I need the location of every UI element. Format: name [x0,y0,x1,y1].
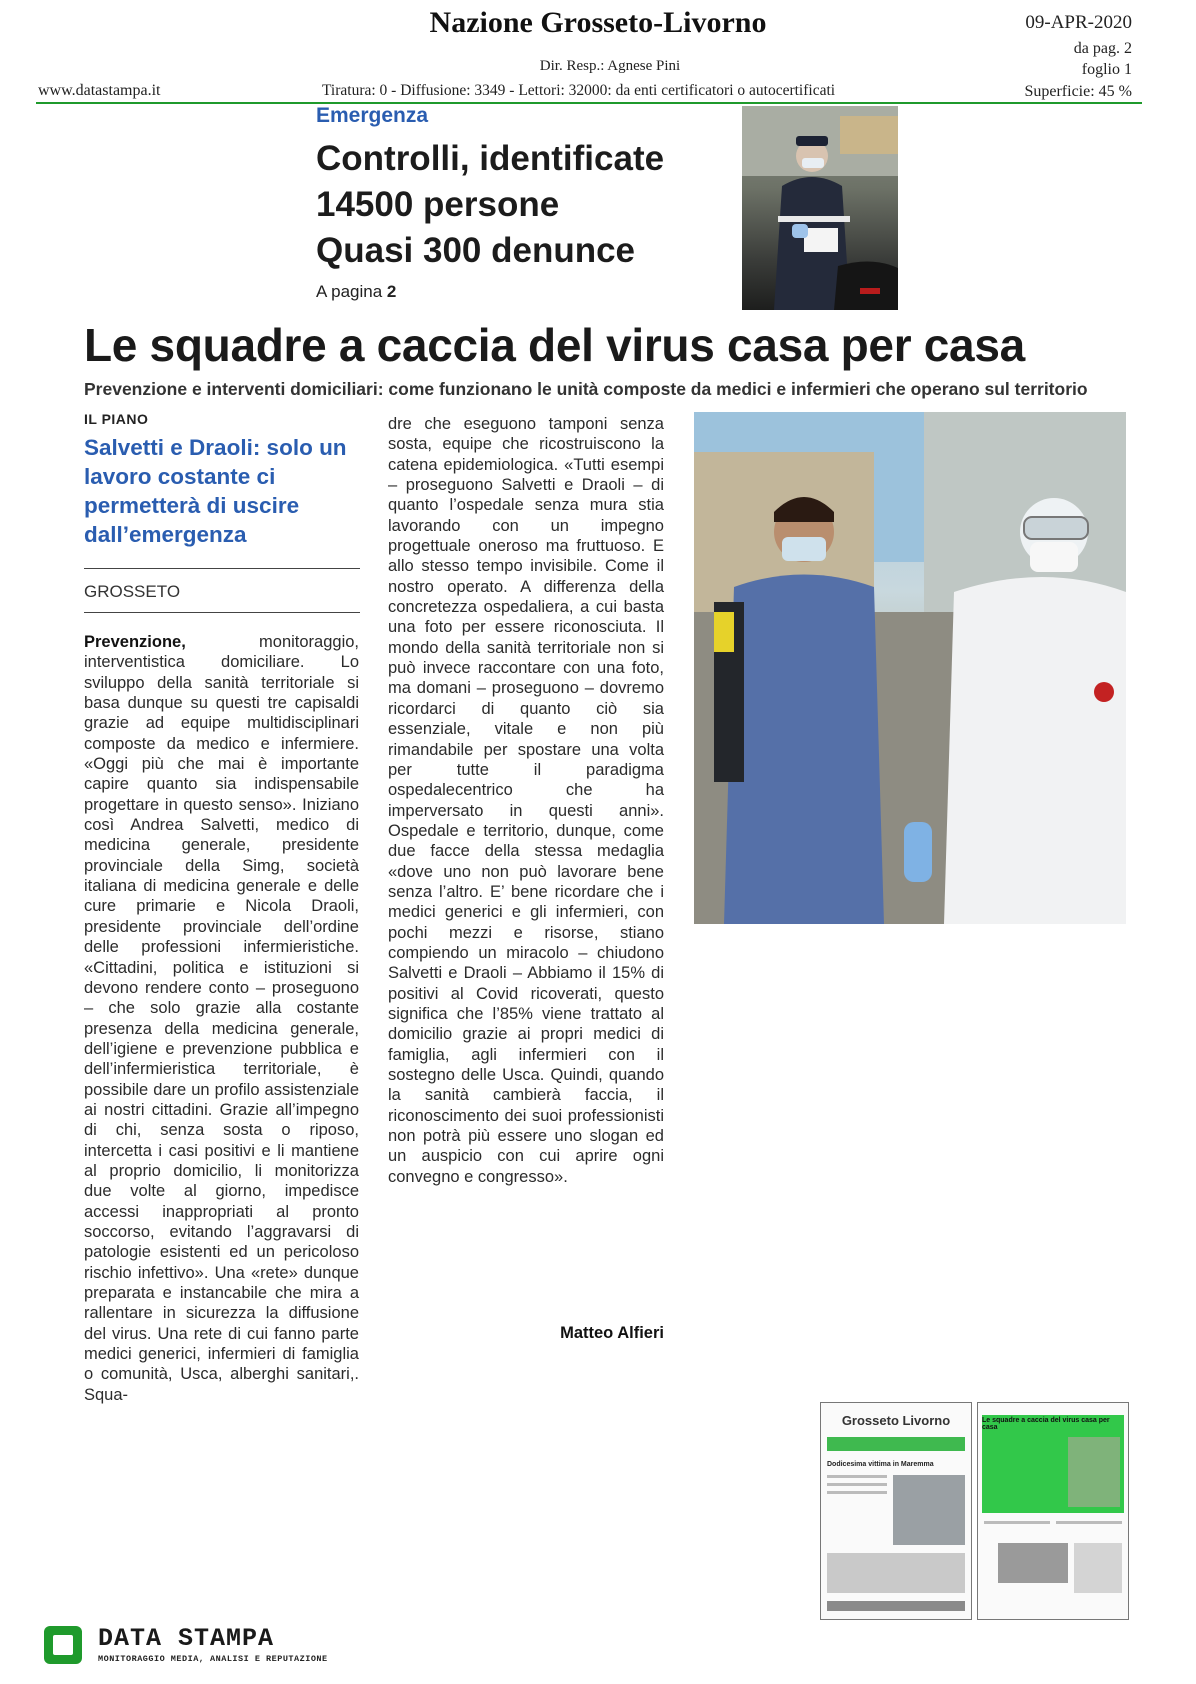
issue-date: 09-APR-2020 [1025,12,1132,33]
column-1-text: monitoraggio, interventistica domiciliare. Lo sviluppo della sanità territoriale si basa dunque su questi tre capisaldi grazie ad equipe multidisciplinari composte da medico e infermiere. «Oggi più che mai è importante capire quanto sia indispensabile progettare in questo senso». Iniziano così Andrea Salvetti, medico di medicina generale, presidente provinciale della Simg, società italiana di medicina generale e delle cure primarie e Nicola Draoli, presidente provinciale dell’ordine delle professioni infermieristiche. «Cittadini, politica e istituzioni si devono rendere conto – proseguono – che solo grazie alla costante presenza della medicina generale, dell’igiene e prevenzione pubblica e dell’infermieristica territoriale, è possibile dare un profilo assistenziale ai nostri cittadini. Grazie all’impegno di chi, senza sosta o riposo, intercetta i casi positivi e li mantiene al proprio domicilio, li monitorizza due volte al giorno, impedisce accessi inappropriati al pronto soccorso, evitando l’aggravarsi di patologie esistenti ed un pericoloso rischio infettivo». Una «rete» dunque preparata e instancabile che mira a rallentare in sicurezza la diffusione del virus. Una rete di cui fanno parte medici generici, infermieri di famiglia o comunità, Usca, alberghi sanitari,. Squa- [84,633,359,1404]
article-author: Matteo Alfieri [560,1324,664,1342]
newspaper-title: Nazione Grosseto-Livorno [429,6,767,39]
teaser-headline-line: Controlli, identificate [316,139,665,178]
police-officer-photo [742,106,898,310]
page-info: da pag. 2 [1073,40,1132,57]
article-subheadline: Prevenzione e interventi domiciliari: come funzionano le unità composte da medici e infermieri che operano sul territorio [84,379,1088,399]
circulation-line: Tiratura: 0 - Diffusione: 3349 - Lettori: 32000: da enti certificatori o autocertificati [322,82,836,99]
divider [84,612,360,613]
thumbnail-headline: Dodicesima vittima in Maremma [827,1461,934,1468]
sheet-info: foglio 1 [1081,61,1132,78]
teaser-page-ref [316,282,396,302]
director-line: Dir. Resp.: Agnese Pini [539,58,681,74]
logo-name: DATA STAMPA [98,1624,275,1653]
lead-word: Prevenzione, [84,633,186,651]
website-link[interactable]: www.datastampa.it [38,82,161,99]
article-kicker: IL PIANO [84,411,149,427]
article-dateline: GROSSETO [84,582,181,601]
inner-page-thumbnail[interactable] [977,1402,1129,1620]
surface-info: Superficie: 45 % [1024,83,1132,100]
article-column-2: dre che eseguono tamponi senza sosta, equipe che ricostruiscono la catena epidemiologica. «Tutti esempi – proseguono Salvetti e Draoli – di quanto l’ospedale senza mura stia lavorando con un impegno progettuale oneroso ma fruttuoso. E allo stesso tempo invisibile. Come il nostro operato. A differenza della concretezza ospedaliera, a cui basta una foto per essere riconosciuta. Il mondo della sanità territoriale non si può invece raccontare con una foto, ma domani – proseguono – dovremo ricordarci di quanto ciò sia essenziale, vitale e non più rimandabile per spostare una volta per tutte il paradigma ospedalecentrico che ha imperversato in questi anni». Ospedale e territorio, dunque, come due facce della stessa medaglia «dove uno non può lavorare bene senza l’altro. E’ bene ricordare che i medici generici e gli infermieri, con pochi mezzi e risorse, stiano compiendo un miracolo – chiudono Salvetti e Draoli – Abbiamo il 15% di positivi al Covid ricoverati, questo significa che l’85% viene trattato al domicilio grazie ai propri medici di famiglia, agli infermieri con il sostegno delle Usca. Quindi, quando la sanità cambierà faccia, il riconoscimento dei suoi professionisti non potrà più essere uno slogan ed un auspicio con cui aprire ogni convegno e congresso». [388,415,664,1186]
divider [84,568,360,569]
thumbnail-headline: Le squadre a caccia del virus casa per casa [982,1415,1124,1433]
data-stampa-logo-icon [44,1626,82,1664]
article-column-1 [84,632,359,1405]
teaser-headline-line: Quasi 300 denunce [316,231,636,270]
article-sidehead: Salvetti e Draoli: solo un lavoro costante ci permetterà di uscire dall’emergenza [84,435,347,547]
teaser-headline-line: 14500 persone [316,185,560,224]
logo-tagline: MONITORAGGIO MEDIA, ANALISI E REPUTAZIONE [98,1654,328,1664]
front-page-thumbnail[interactable] [820,1402,972,1620]
teaser-headline [316,136,664,274]
header-divider [36,102,1142,104]
page-ref-prefix: A pagina [316,282,383,301]
teaser-tag: Emergenza [316,104,429,127]
page-ref-number: 2 [386,282,397,301]
thumbnail-title: Grosseto Livorno [841,1413,951,1428]
article-headline: Le squadre a caccia del virus casa per casa [84,319,1025,371]
health-workers-photo [694,412,1126,924]
